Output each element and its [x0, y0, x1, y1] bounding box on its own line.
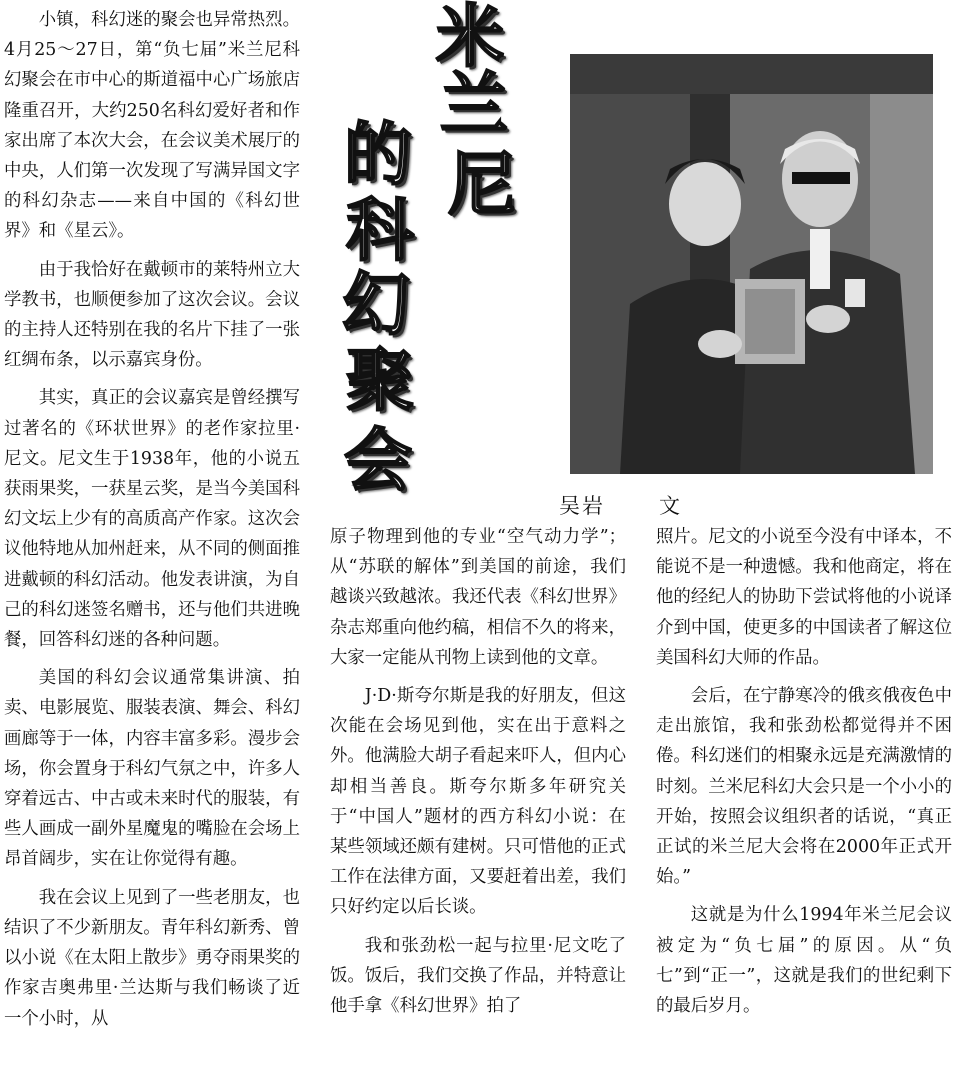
- title-char-3: 尼: [448, 146, 517, 225]
- byline: [559, 490, 682, 520]
- author-role: 文: [659, 494, 682, 518]
- title-char-7: 聚: [346, 342, 415, 421]
- title-char-1: 米: [436, 0, 505, 77]
- title-char-6: 幻: [342, 266, 411, 345]
- paragraph: 其实，真正的会议嘉宾是曾经撰写过著名的《环状世界》的老作家拉里·尼文。尼文生于1938年，他的小说五获雨果奖，一获星云奖，是当今美国科幻文坛上少有的高质高产作家。这次会议他特地从加州赶来，从不同的侧面推进戴顿的科幻活动。他发表讲演，为自己的科幻迷签名赠书，还与他们共进晚餐，回答科幻迷的各种问题。: [4, 388, 300, 651]
- paragraph: 照片。尼文的小说至今没有中译本，不能说不是一种遗憾。我和他商定，将在他的经纪人的协助下尝试将他的小说译介到中国，使更多的中国读者了解这位美国科幻大师的作品。: [656, 527, 952, 668]
- author-name: 吴岩: [559, 494, 605, 518]
- paragraph: 会后，在宁静寒冷的俄亥俄夜色中走出旅馆，我和张劲松都觉得并不困倦。科幻迷们的相聚永远是充满激情的时刻。兰米尼科幻大会只是一个小小的开始，按照会议组织者的话说，“真正正试的米兰尼大会将在2000年正式开始。”: [656, 686, 952, 888]
- paragraph: 这就是为什么1994年米兰尼会议被定为“负七届”的原因。从“负七”到“正一”，这就是我们的世纪剩下的最后岁月。: [656, 905, 952, 1017]
- title-char-8: 会: [344, 422, 413, 501]
- paragraph: 由于我恰好在戴顿市的莱特州立大学教书，也顺便参加了这次会议。会议的主持人还特别在我的名片下挂了一张红绸布条，以示嘉宾身份。: [4, 259, 300, 371]
- title-char-4: 的: [344, 116, 413, 195]
- text-column-right: [656, 522, 952, 1029]
- paragraph: 我在会议上见到了一些老朋友，也结识了不少新朋友。青年科幻新秀、曾以小说《在太阳上散步》勇夺雨果奖的作家吉奥弗里·兰达斯与我们畅谈了近一个小时，从: [4, 887, 300, 1029]
- title-char-5: 科: [346, 192, 415, 271]
- title-char-2: 兰: [440, 66, 509, 145]
- article-photo: [570, 54, 933, 474]
- paragraph: 原子物理到他的专业“空气动力学”；从“苏联的解体”到美国的前途，我们越谈兴致越浓。我还代表《科幻世界》杂志郑重向他约稿，相信不久的将来，大家一定能从刊物上读到他的文章。: [330, 527, 626, 668]
- paragraph: 小镇，科幻迷的聚会也异常热烈。4月25～27日，第“负七届”米兰尼科幻聚会在市中心的斯道福中心广场旅店隆重召开，大约250名科幻爱好者和作家出席了本次大会，在会议美术展厅的中央，人们第一次发现了写满异国文字的科幻杂志——来自中国的《科幻世界》和《星云》。: [4, 10, 300, 242]
- paragraph: 美国的科幻会议通常集讲演、拍卖、电影展览、服装表演、舞会、科幻画廊等于一体，内容丰富多彩。漫步会场，你会置身于科幻气氛之中，许多人穿着远古、中古或未来时代的服装，有些人画成一副外星魔鬼的嘴脸在会场上昂首阔步，实在让你觉得有趣。: [4, 668, 300, 870]
- text-column-left: [4, 5, 300, 1042]
- paragraph: 我和张劲松一起与拉里·尼文吃了饭。饭后，我们交换了作品，并特意让他手拿《科幻世界》拍了: [330, 935, 626, 1017]
- paragraph: J·D·斯夸尔斯是我的好朋友，但这次能在会场见到他，实在出于意料之外。他满脸大胡子看起来吓人，但内心却相当善良。斯夸尔斯多年研究关于“中国人”题材的西方科幻小说：在某些领域还颇有建树。只可惜他的正式工作在法律方面，又要赶着出差，我们只好约定以后长谈。: [330, 686, 626, 918]
- text-column-middle: [330, 522, 626, 1029]
- photo-illustration: [570, 54, 933, 474]
